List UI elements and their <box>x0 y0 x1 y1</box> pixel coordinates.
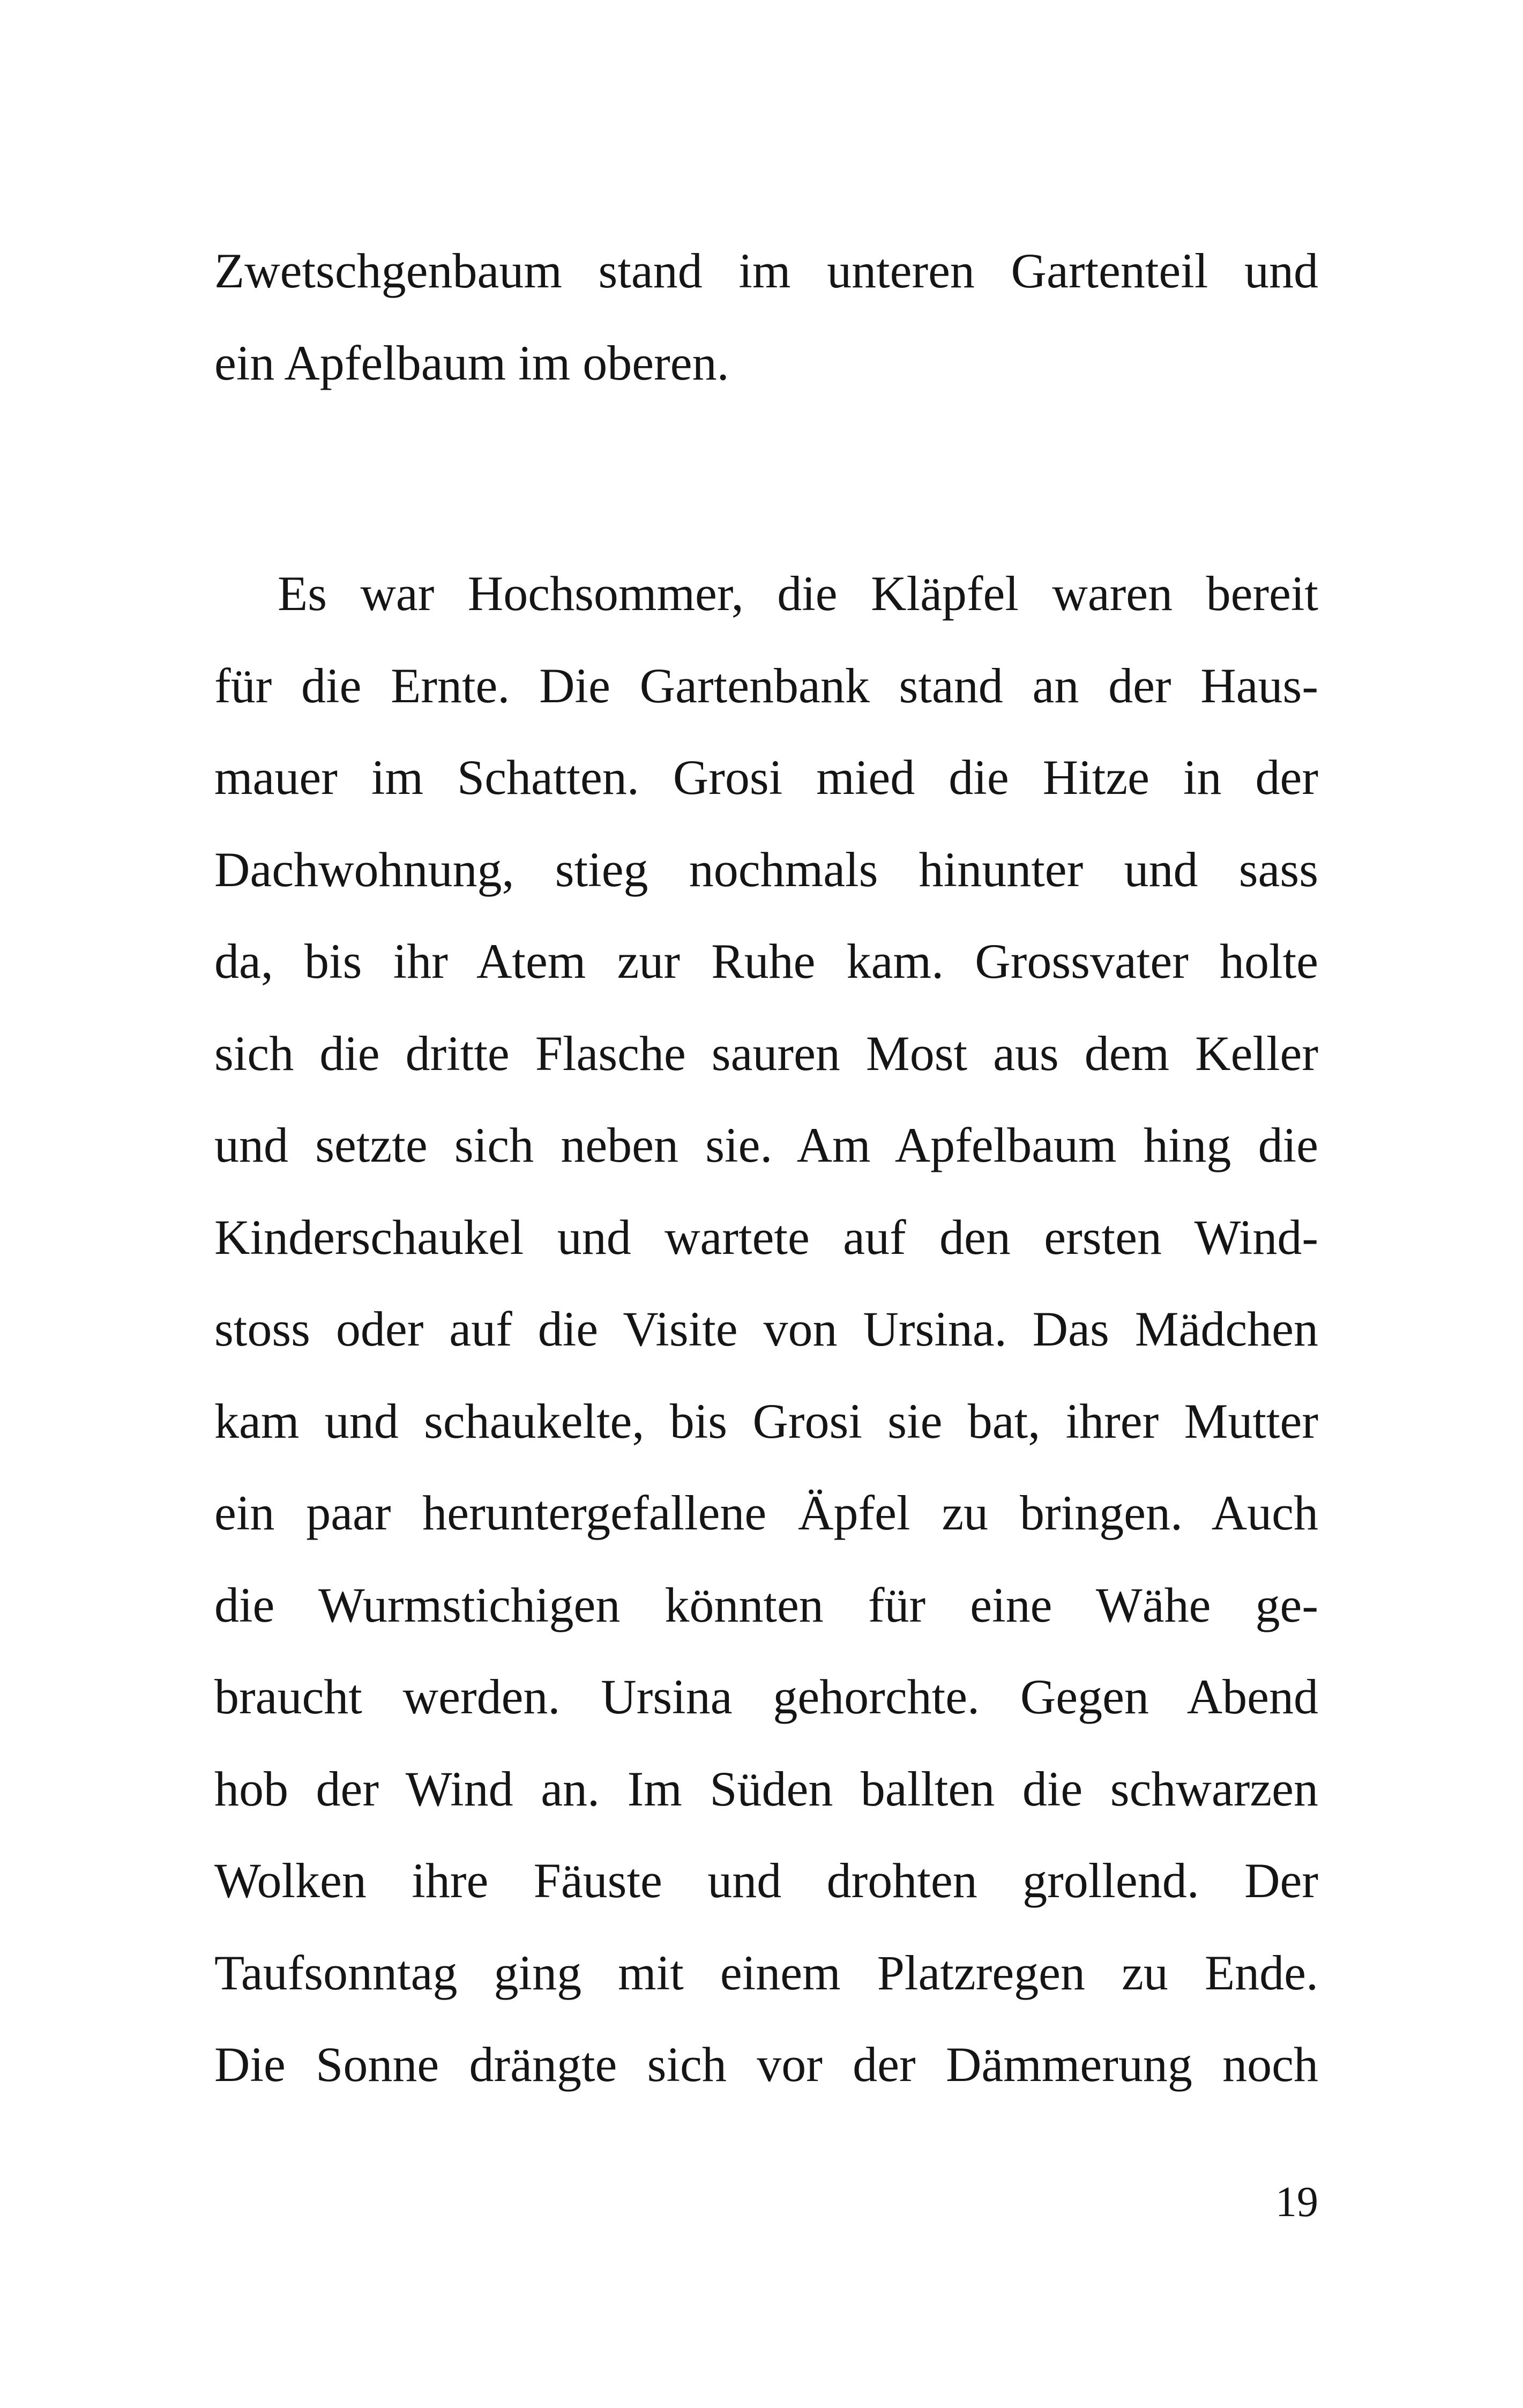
text-line: Zwetschgenbaum stand im unteren Gartenteil und <box>214 243 1318 298</box>
page-number: 19 <box>1275 2179 1318 2226</box>
text-line: mauer im Schatten. Grosi mied die Hitze in der <box>214 750 1318 805</box>
text-line: Kinderschaukel und wartete auf den ersten Wind- <box>214 1209 1318 1265</box>
text-line: ein Apfelbaum im oberen. <box>214 335 729 390</box>
text-line: Wolken ihre Fäuste und drohten grollend. Der <box>214 1853 1318 1908</box>
text-line: für die Ernte. Die Gartenbank stand an der Haus- <box>214 658 1318 713</box>
text-line: braucht werden. Ursina gehorchte. Gegen Abend <box>214 1669 1318 1724</box>
text-line: da, bis ihr Atem zur Ruhe kam. Grossvater holte <box>214 934 1318 989</box>
text-line: Die Sonne drängte sich vor der Dämmerung noch <box>214 2037 1318 2092</box>
text-line: Dachwohnung, stieg nochmals hinunter und sass <box>214 842 1318 897</box>
text-line: die Wurmstichigen könnten für eine Wähe ge- <box>214 1577 1318 1632</box>
text-line: hob der Wind an. Im Süden ballten die schwarzen <box>214 1761 1318 1816</box>
text-line: Es war Hochsommer, die Kläpfel waren bereit <box>278 566 1318 621</box>
text-line: und setzte sich neben sie. Am Apfelbaum hing die <box>214 1118 1318 1172</box>
text-line: sich die dritte Flasche sauren Most aus dem Keller <box>214 1025 1318 1081</box>
text-line: stoss oder auf die Visite von Ursina. Das Mädchen <box>214 1302 1318 1356</box>
paragraph-continued <box>214 225 1318 409</box>
text-line: kam und schaukelte, bis Grosi sie bat, ihrer Mutter <box>214 1393 1318 1448</box>
text-line: ein paar heruntergefallene Äpfel zu bringen. Auch <box>214 1485 1318 1540</box>
paragraph <box>214 548 1318 2111</box>
text-line: Taufsonntag ging mit einem Platzregen zu Ende. <box>214 1945 1318 2000</box>
